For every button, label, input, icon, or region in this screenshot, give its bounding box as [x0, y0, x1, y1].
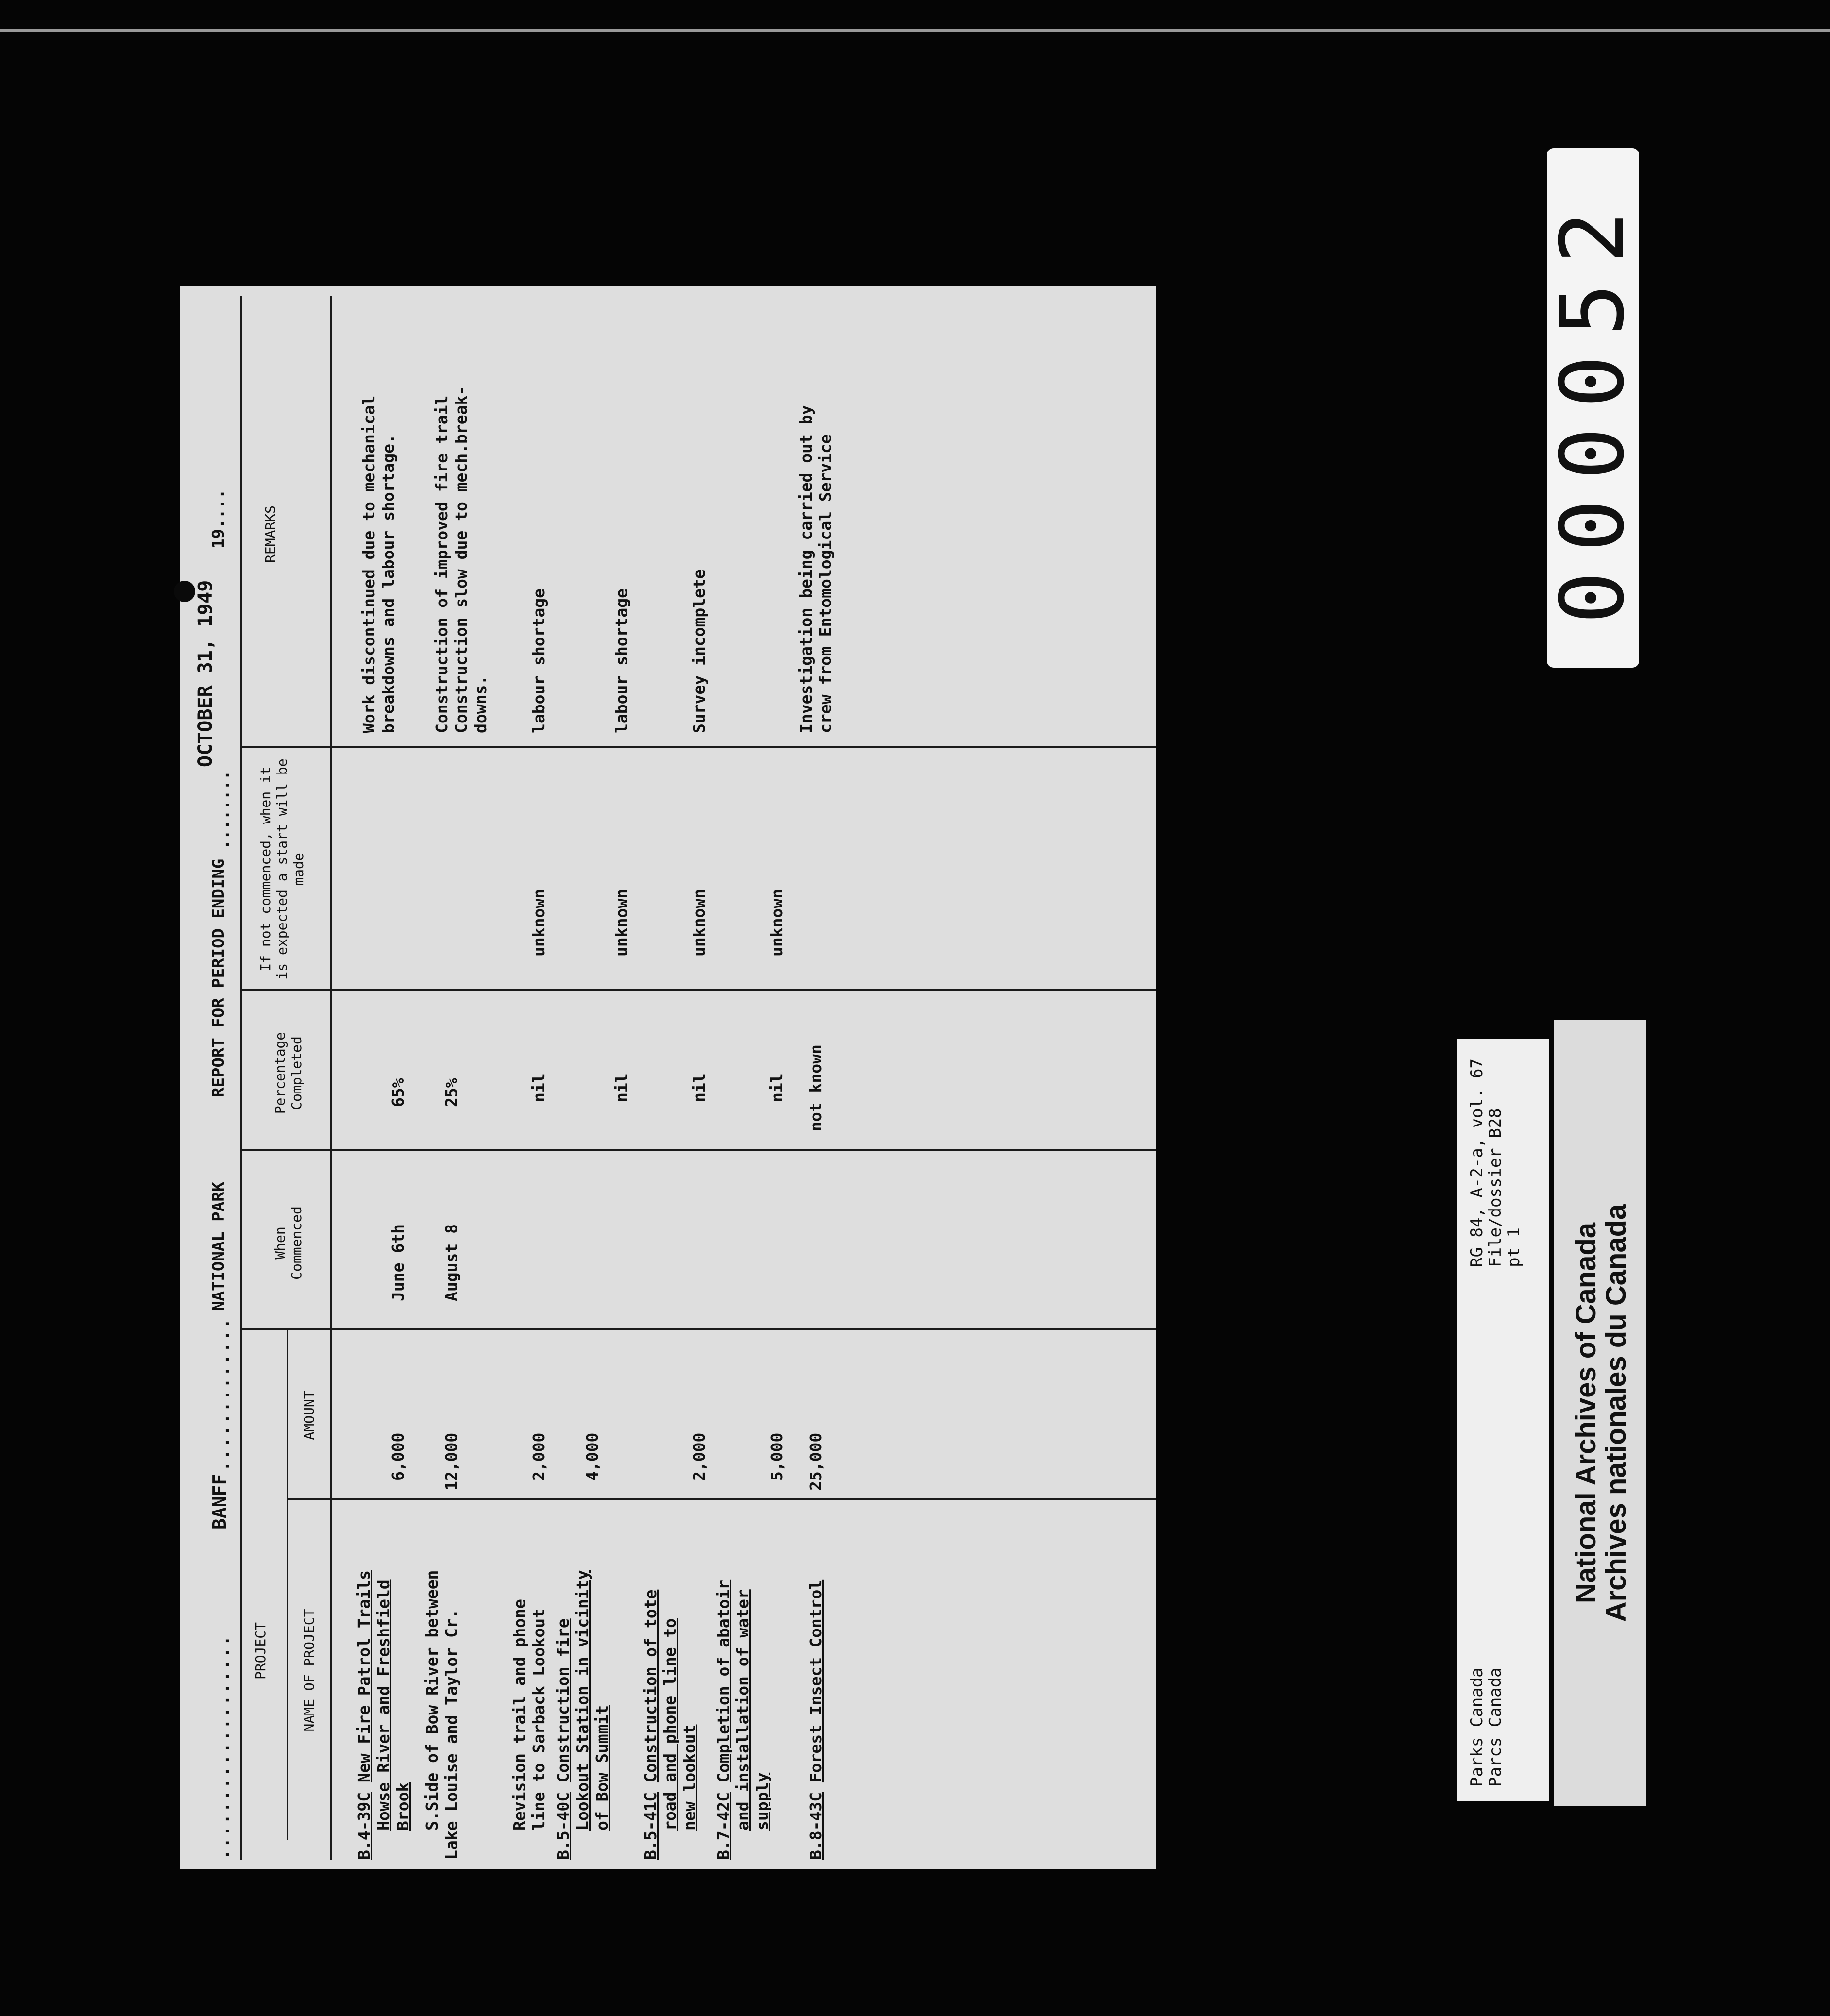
percent-cell: not known — [806, 1044, 825, 1131]
project-name-line: Construction fire — [554, 1618, 573, 1783]
percent-cell: nil — [529, 1073, 548, 1102]
remarks-line: downs. — [471, 675, 490, 733]
amount-cell: 12,000 — [442, 1432, 461, 1491]
col-div-commenced — [240, 1328, 1156, 1330]
row-text — [806, 1580, 826, 1860]
amount-cell: 4,000 — [583, 1432, 602, 1481]
percent-cell: nil — [767, 1073, 786, 1102]
start-cell: unknown — [690, 889, 709, 957]
header-start: If not commenced, when it is expected a start will be made — [257, 758, 306, 980]
parks-canada-label — [1457, 1039, 1549, 1801]
project-name-line: Completion of abatoir — [714, 1579, 733, 1783]
period-value: OCTOBER 31, 1949 — [194, 580, 217, 767]
amount-cell: 25,000 — [806, 1432, 825, 1491]
percent-cell: nil — [612, 1073, 631, 1102]
project-name-line: Howse River and Freshfield — [374, 1579, 393, 1831]
header-remarks: REMARKS — [262, 505, 278, 563]
project-name-line: of Bow Summit — [593, 1705, 611, 1831]
col-div-start — [240, 989, 1156, 991]
project-name-line: Revision trail and phone — [510, 1599, 529, 1831]
film-top-rule — [0, 29, 1830, 32]
amount-cell: 6,000 — [389, 1432, 407, 1481]
commenced-cell: June 6th — [389, 1224, 407, 1301]
project-name-line: new lookout — [680, 1724, 699, 1831]
col-div-remarks — [240, 746, 1156, 748]
parks-line: Parcs Canada — [1486, 1667, 1505, 1787]
header-project: PROJECT — [253, 1622, 269, 1680]
project-name-line: Lake Louise and Taylor Cr. — [442, 1609, 461, 1860]
frame-number-label: 000052 — [1547, 148, 1639, 668]
project-name-line: line to Sarback Lookout — [529, 1609, 548, 1831]
project-name-line: supply — [753, 1772, 772, 1831]
project-name-line: New Fire Patrol Trails — [355, 1570, 373, 1783]
remarks-line: crew from Entomological Service — [816, 434, 835, 733]
amount-cell: 2,000 — [529, 1432, 548, 1481]
row-text — [355, 1570, 374, 1860]
archives-line: Archives nationales du Canada — [1600, 1204, 1632, 1622]
remarks-line: labour shortage — [529, 588, 548, 733]
percent-cell: 25% — [442, 1078, 461, 1107]
project-code: B.7-42C — [714, 1792, 733, 1860]
project-name-line: road and phone line to — [661, 1618, 679, 1831]
row-text — [554, 1618, 573, 1860]
project-code: B.8-43C — [806, 1792, 825, 1860]
project-name-line: Brook — [393, 1782, 412, 1831]
rule-project-sub — [287, 1330, 288, 1840]
percent-cell: nil — [690, 1073, 709, 1102]
project-name-line: S.Side of Bow River between — [423, 1570, 441, 1831]
remarks-line: Survey incomplete — [690, 569, 709, 733]
report-card — [180, 286, 1156, 1869]
header-commenced: When Commenced — [272, 1206, 305, 1280]
project-code: B.4-39C — [355, 1792, 373, 1860]
remarks-line: Construction slow due to mech.break- — [452, 386, 471, 733]
amount-cell: 2,000 — [690, 1432, 709, 1481]
header-percent: Percentage Completed — [272, 1032, 305, 1114]
park-name: BANFF — [209, 1474, 230, 1529]
start-cell: unknown — [612, 889, 631, 957]
header-name: NAME OF PROJECT — [301, 1609, 317, 1732]
remarks-line: Investigation being carried out by — [796, 405, 815, 733]
commenced-cell: August 8 — [442, 1224, 461, 1301]
percent-cell: 65% — [389, 1078, 407, 1107]
project-name-line: Construction of tote — [641, 1589, 660, 1783]
reference-block — [1468, 1058, 1523, 1267]
park-dots-right: ............. — [214, 1316, 233, 1471]
year-suffix: 19.... — [209, 489, 228, 549]
col-div-amount — [287, 1498, 1156, 1500]
remarks-line: labour shortage — [612, 588, 631, 733]
parks-line: Parks Canada — [1467, 1667, 1487, 1787]
project-name-line: Lookout Station in vicinity — [573, 1570, 592, 1831]
amount-cell: 5,000 — [767, 1432, 786, 1481]
project-name-line: Forest Insect Control — [806, 1579, 825, 1783]
archives-label — [1554, 1020, 1646, 1806]
col-div-percent — [240, 1149, 1156, 1151]
reference-line: RG 84, A-2-a, vol. 67 — [1467, 1058, 1487, 1267]
archives-line: National Archives of Canada — [1570, 1222, 1602, 1604]
remarks-line: Construction of improved fire trail — [432, 395, 451, 733]
project-code: B.5-40C — [554, 1792, 573, 1860]
start-cell: unknown — [529, 889, 548, 957]
row-text — [641, 1590, 661, 1860]
remarks-line: Work discontinued due to mechanical — [359, 395, 378, 733]
rule-header — [330, 296, 332, 1860]
remarks-line: breakdowns and labour shortage. — [379, 434, 398, 733]
row-text — [714, 1580, 733, 1860]
reference-line: pt 1 — [1504, 1227, 1524, 1267]
project-code: B.5-41C — [641, 1792, 660, 1860]
header-amount: AMOUNT — [301, 1391, 317, 1440]
rule-top — [240, 296, 242, 1860]
park-suffix: NATIONAL PARK — [209, 1181, 228, 1311]
period-dots: ........ — [214, 770, 233, 850]
start-cell: unknown — [767, 889, 786, 957]
project-name-line: and installation of water — [733, 1589, 752, 1831]
reference-line: File/dossier B28 — [1486, 1108, 1505, 1267]
park-dots-left: ................... — [214, 1634, 233, 1860]
punch-hole — [174, 581, 195, 602]
period-label: REPORT FOR PERIOD ENDING — [209, 858, 228, 1097]
